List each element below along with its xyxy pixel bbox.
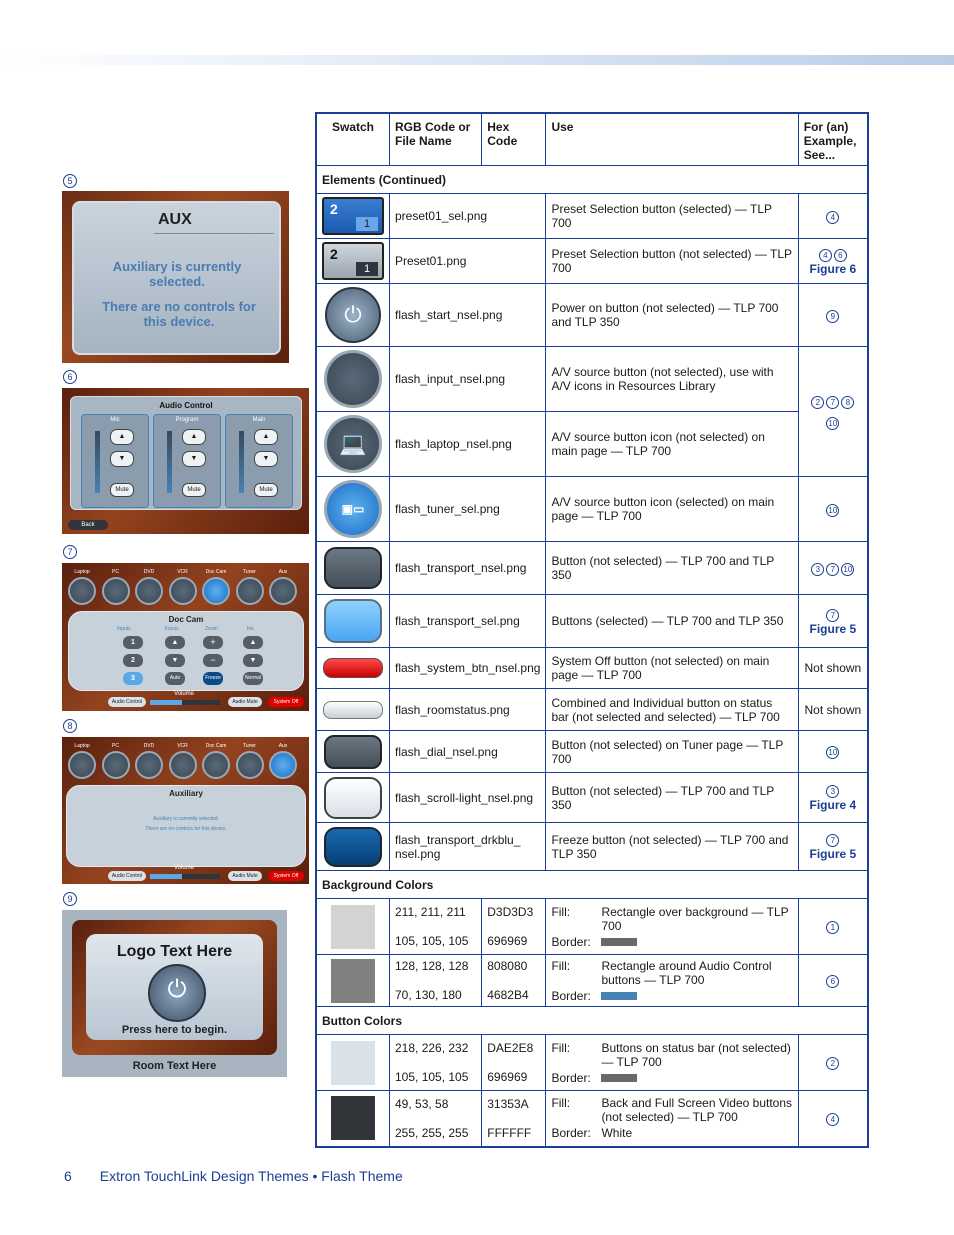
- header-use: Use: [546, 113, 798, 166]
- source-icon: [236, 577, 264, 605]
- use-text: Button (not selected) — TLP 700 and TLP 350: [546, 542, 798, 595]
- main-down-button[interactable]: ▼: [254, 451, 278, 467]
- file-name: flash_system_btn_nsel.png: [390, 648, 546, 689]
- swatch-cell: [316, 412, 390, 477]
- program-level-meter: [167, 431, 172, 493]
- transport-button-swatch: [324, 547, 382, 589]
- swatch-cell: [316, 542, 390, 595]
- example-refs: 1: [798, 899, 868, 955]
- theme-spec-table: [315, 112, 869, 1148]
- example-refs: 4: [798, 194, 868, 239]
- source-button[interactable]: [267, 568, 299, 608]
- source-icon: [68, 751, 96, 779]
- input-button-swatch: [324, 350, 382, 408]
- rgb-code: 218, 226, 232 105, 105, 105: [390, 1035, 482, 1091]
- border-color-chip: [601, 1074, 637, 1082]
- source-label: Laptop: [74, 569, 90, 575]
- zoom-label: Zoom: [205, 626, 218, 632]
- swatch-cell: [316, 773, 390, 823]
- swatch-cell: [316, 239, 390, 284]
- swatch-cell: [316, 347, 390, 412]
- page-footer: [64, 1168, 403, 1184]
- back-button[interactable]: Back: [68, 520, 108, 530]
- doc-cam-figure: [62, 563, 309, 711]
- source-icon: [169, 751, 197, 779]
- swatch-cell: [316, 194, 390, 239]
- use-text: Fill: Rectangle over background — TLP 700 Border:: [546, 899, 798, 955]
- use-text: Button (not selected) — TLP 700 and TLP 350: [546, 773, 798, 823]
- use-text: System Off button (not selected) on main page — TLP 700: [546, 648, 798, 689]
- use-text: Combined and Individual button on status bar (not selected and selected) — TLP 700: [546, 689, 798, 731]
- source-label: PC: [112, 569, 119, 575]
- system-off-swatch: [323, 658, 383, 678]
- file-name: flash_start_nsel.png: [390, 284, 546, 347]
- input-3-button[interactable]: 3: [123, 672, 143, 685]
- file-name: flash_dial_nsel.png: [390, 731, 546, 773]
- dial-button-swatch: [324, 735, 382, 769]
- swatch-cell: [316, 1035, 390, 1091]
- aux-title: AUX: [158, 211, 192, 228]
- source-label: Aux: [278, 743, 288, 749]
- system-off-button[interactable]: System Off: [268, 871, 304, 881]
- use-text: Power on button (not selected) — TLP 700 and TLP 350: [546, 284, 798, 347]
- swatch-cell: [316, 823, 390, 871]
- example-refs: 6: [798, 955, 868, 1007]
- example-refs: 9: [798, 284, 868, 347]
- example-refs: 10: [798, 731, 868, 773]
- swatch-cell: [316, 648, 390, 689]
- header-gradient-bar: [0, 55, 954, 65]
- color-swatch-31353a: [331, 1096, 375, 1140]
- source-button[interactable]: [100, 568, 132, 608]
- swatch-cell: [316, 477, 390, 542]
- swatch-cell: [316, 689, 390, 731]
- source-label: VCR: [177, 569, 188, 575]
- file-name: flash_laptop_nsel.png: [390, 412, 546, 477]
- focus-down-button[interactable]: ▼: [165, 654, 185, 667]
- power-button-swatch: ⏻: [325, 287, 381, 343]
- use-text: Fill: Rectangle around Audio Control buttons — TLP 700 Border:: [546, 955, 798, 1007]
- rgb-code: 211, 211, 211 105, 105, 105: [390, 899, 482, 955]
- input-2-button[interactable]: 2: [123, 654, 143, 667]
- source-label: VCR: [177, 743, 188, 749]
- source-icon: [269, 577, 297, 605]
- audio-mute-button[interactable]: Audio Mute: [228, 697, 262, 707]
- file-name: preset01_sel.png: [390, 194, 546, 239]
- mic-mute-button[interactable]: Mute: [110, 483, 134, 497]
- source-button[interactable]: [66, 568, 98, 608]
- source-button[interactable]: [167, 568, 199, 608]
- source-label: PC: [112, 743, 119, 749]
- aux-message-2: There are no controls for this device.: [102, 299, 256, 329]
- figure-number: 6: [63, 370, 77, 384]
- laptop-button-swatch: 💻: [324, 415, 382, 473]
- example-refs: 3 7 10: [798, 542, 868, 595]
- press-to-begin-text: Press here to begin.: [121, 1024, 228, 1036]
- roomstatus-swatch: [323, 701, 383, 719]
- zoom-out-button[interactable]: −: [203, 654, 223, 667]
- audio-mute-button[interactable]: Audio Mute: [228, 871, 262, 881]
- file-name: Preset01.png: [390, 239, 546, 284]
- mic-down-button[interactable]: ▼: [110, 451, 134, 467]
- audio-control-button[interactable]: Audio Control: [108, 697, 146, 707]
- iris-down-button[interactable]: ▼: [243, 654, 263, 667]
- example-refs: 3 Figure 4: [798, 773, 868, 823]
- source-button[interactable]: [133, 568, 165, 608]
- use-text: Fill: Buttons on status bar (not selected) — TLP 700 Border:: [546, 1035, 798, 1091]
- inputs-label: Inputs: [117, 626, 131, 632]
- rgb-code: 128, 128, 128 70, 130, 180: [390, 955, 482, 1007]
- header-hex: Hex Code: [482, 113, 546, 166]
- figure-number: 5: [63, 174, 77, 188]
- source-button[interactable]: [167, 742, 199, 782]
- file-name: flash_transport_drkblu_ nsel.png: [390, 823, 546, 871]
- source-button[interactable]: [234, 568, 266, 608]
- file-name: flash_input_nsel.png: [390, 347, 546, 412]
- section-elements: Elements (Continued): [316, 166, 868, 194]
- source-icon: [269, 751, 297, 779]
- program-down-button[interactable]: ▼: [182, 451, 206, 467]
- source-label: Aux: [278, 569, 288, 575]
- use-text: A/V source button icon (selected) on main page — TLP 700: [546, 477, 798, 542]
- volume-slider[interactable]: [150, 874, 220, 879]
- use-text: Fill: Back and Full Screen Video buttons (not selected) — TLP 700 Border: White: [546, 1091, 798, 1147]
- hex-code: D3D3D3 696969: [482, 899, 546, 955]
- figure-number: 9: [63, 892, 77, 906]
- swatch-cell: [316, 899, 390, 955]
- source-icon: [102, 577, 130, 605]
- swatch-cell: [316, 955, 390, 1007]
- use-text: Buttons (selected) — TLP 700 and TLP 350: [546, 595, 798, 648]
- use-text: Preset Selection button (selected) — TLP 700: [546, 194, 798, 239]
- volume-label: Volume: [174, 865, 195, 871]
- main-label: Main: [252, 417, 266, 423]
- iris-label: Iris: [247, 626, 254, 632]
- figure-number: 7: [63, 545, 77, 559]
- example-refs: 7 Figure 5: [798, 595, 868, 648]
- main-mute-button[interactable]: Mute: [254, 483, 278, 497]
- power-button[interactable]: [148, 964, 206, 1022]
- example-refs: Not shown: [798, 648, 868, 689]
- section-button-colors: Button Colors: [316, 1007, 868, 1035]
- file-name: flash_roomstatus.png: [390, 689, 546, 731]
- swatch-cell: [316, 731, 390, 773]
- source-icon: [68, 577, 96, 605]
- source-label: Tuner: [243, 743, 256, 749]
- source-button[interactable]: [200, 742, 232, 782]
- system-off-button[interactable]: System Off: [268, 697, 304, 707]
- audio-control-figure: [62, 388, 309, 534]
- focus-up-button[interactable]: ▲: [165, 636, 185, 649]
- aux-message-1: Auxiliary is currently selected.: [112, 259, 242, 289]
- auxiliary-message-1: Auxiliary is currently selected.: [153, 816, 219, 822]
- preset-selected-swatch: 2 1: [322, 197, 384, 235]
- example-refs: 7 Figure 5: [798, 823, 868, 871]
- audio-control-title: Audio Control: [159, 401, 213, 410]
- room-text: Room Text Here: [132, 1060, 217, 1072]
- header-rgb: RGB Code or File Name: [390, 113, 482, 166]
- scroll-light-swatch: [324, 777, 382, 819]
- program-mute-button[interactable]: Mute: [182, 483, 206, 497]
- program-up-button[interactable]: ▲: [182, 429, 206, 445]
- border-color-chip: [601, 992, 637, 1000]
- source-button[interactable]: [133, 742, 165, 782]
- source-button[interactable]: [66, 742, 98, 782]
- source-button[interactable]: [100, 742, 132, 782]
- source-label: Doc Cam: [205, 743, 227, 749]
- input-1-button[interactable]: 1: [123, 636, 143, 649]
- start-screen-figure: [62, 910, 287, 1077]
- tuner-button-swatch: ▣▭: [324, 480, 382, 538]
- hex-code: 808080 4682B4: [482, 955, 546, 1007]
- hex-code: DAE2E8 696969: [482, 1035, 546, 1091]
- header-example: For (an) Example, See...: [798, 113, 868, 166]
- source-icon: [135, 751, 163, 779]
- volume-label: Volume: [174, 691, 195, 697]
- transport-selected-swatch: [324, 599, 382, 643]
- source-icon: [135, 577, 163, 605]
- source-label: Doc Cam: [205, 569, 227, 575]
- use-text: Button (not selected) on Tuner page — TLP 700: [546, 731, 798, 773]
- logo-text: Logo Text Here: [116, 943, 233, 960]
- source-icon: [102, 751, 130, 779]
- swatch-cell: [316, 284, 390, 347]
- doc-cam-title: Doc Cam: [168, 615, 204, 624]
- use-text: Freeze button (not selected) — TLP 700 and TLP 350: [546, 823, 798, 871]
- hex-code: 31353A FFFFFF: [482, 1091, 546, 1147]
- mic-label: Mic: [110, 417, 120, 423]
- program-label: Program: [175, 417, 199, 423]
- main-level-meter: [239, 431, 244, 493]
- example-refs: 4: [798, 1091, 868, 1147]
- source-button[interactable]: [200, 568, 232, 608]
- audio-control-button[interactable]: Audio Control: [108, 871, 146, 881]
- mic-up-button[interactable]: ▲: [110, 429, 134, 445]
- rgb-code: 49, 53, 58 255, 255, 255: [390, 1091, 482, 1147]
- zoom-in-button[interactable]: +: [203, 636, 223, 649]
- source-icon: [202, 751, 230, 779]
- color-swatch-dae2e8: [331, 1041, 375, 1085]
- example-refs: 2 7 8 10: [798, 347, 868, 477]
- border-color-chip: [601, 938, 637, 946]
- iris-up-button[interactable]: ▲: [243, 636, 263, 649]
- file-name: flash_transport_nsel.png: [390, 542, 546, 595]
- example-refs: 4 6 Figure 6: [798, 239, 868, 284]
- source-icon: [236, 751, 264, 779]
- aux-screen-figure: [62, 191, 289, 363]
- source-button[interactable]: [267, 742, 299, 782]
- source-icon: [202, 577, 230, 605]
- mic-level-meter: [95, 431, 100, 493]
- example-refs: Not shown: [798, 689, 868, 731]
- source-label: Laptop: [74, 743, 90, 749]
- source-label: DVD: [143, 569, 155, 575]
- focus-label: Focus: [165, 626, 179, 632]
- page-number: 6: [64, 1168, 72, 1184]
- auxiliary-message-2: There are no controls for this device.: [145, 826, 227, 832]
- normal-button[interactable]: Normal: [243, 672, 263, 685]
- use-text: A/V source button (not selected), use with A/V icons in Resources Library: [546, 347, 798, 412]
- swatch-cell: [316, 1091, 390, 1147]
- auxiliary-title: Auxiliary: [169, 789, 203, 798]
- section-background-colors: Background Colors: [316, 871, 868, 899]
- file-name: flash_transport_sel.png: [390, 595, 546, 648]
- auxiliary-figure: [62, 737, 309, 884]
- freeze-button[interactable]: Freeze: [203, 672, 223, 685]
- example-refs: 2: [798, 1035, 868, 1091]
- source-icon: [169, 577, 197, 605]
- header-swatch: Swatch: [316, 113, 390, 166]
- source-label: Tuner: [243, 569, 256, 575]
- color-swatch-808080: [331, 959, 375, 1003]
- preset-unselected-swatch: 2 1: [322, 242, 384, 280]
- swatch-cell: [316, 595, 390, 648]
- color-swatch-d3d3d3: [331, 905, 375, 949]
- example-refs: 10: [798, 477, 868, 542]
- use-text: Preset Selection button (not selected) — TLP 700: [546, 239, 798, 284]
- figure-number: 8: [63, 719, 77, 733]
- file-name: flash_scroll-light_nsel.png: [390, 773, 546, 823]
- source-label: DVD: [143, 743, 155, 749]
- volume-slider[interactable]: [150, 700, 220, 705]
- power-icon: ⏻: [167, 976, 187, 1003]
- file-name: flash_tuner_sel.png: [390, 477, 546, 542]
- auto-button[interactable]: Auto: [165, 672, 185, 685]
- source-button[interactable]: [234, 742, 266, 782]
- main-up-button[interactable]: ▲: [254, 429, 278, 445]
- transport-darkblue-swatch: [324, 827, 382, 867]
- use-text: A/V source button icon (not selected) on main page — TLP 700: [546, 412, 798, 477]
- footer-title: Extron TouchLink Design Themes • Flash Theme: [99, 1168, 403, 1184]
